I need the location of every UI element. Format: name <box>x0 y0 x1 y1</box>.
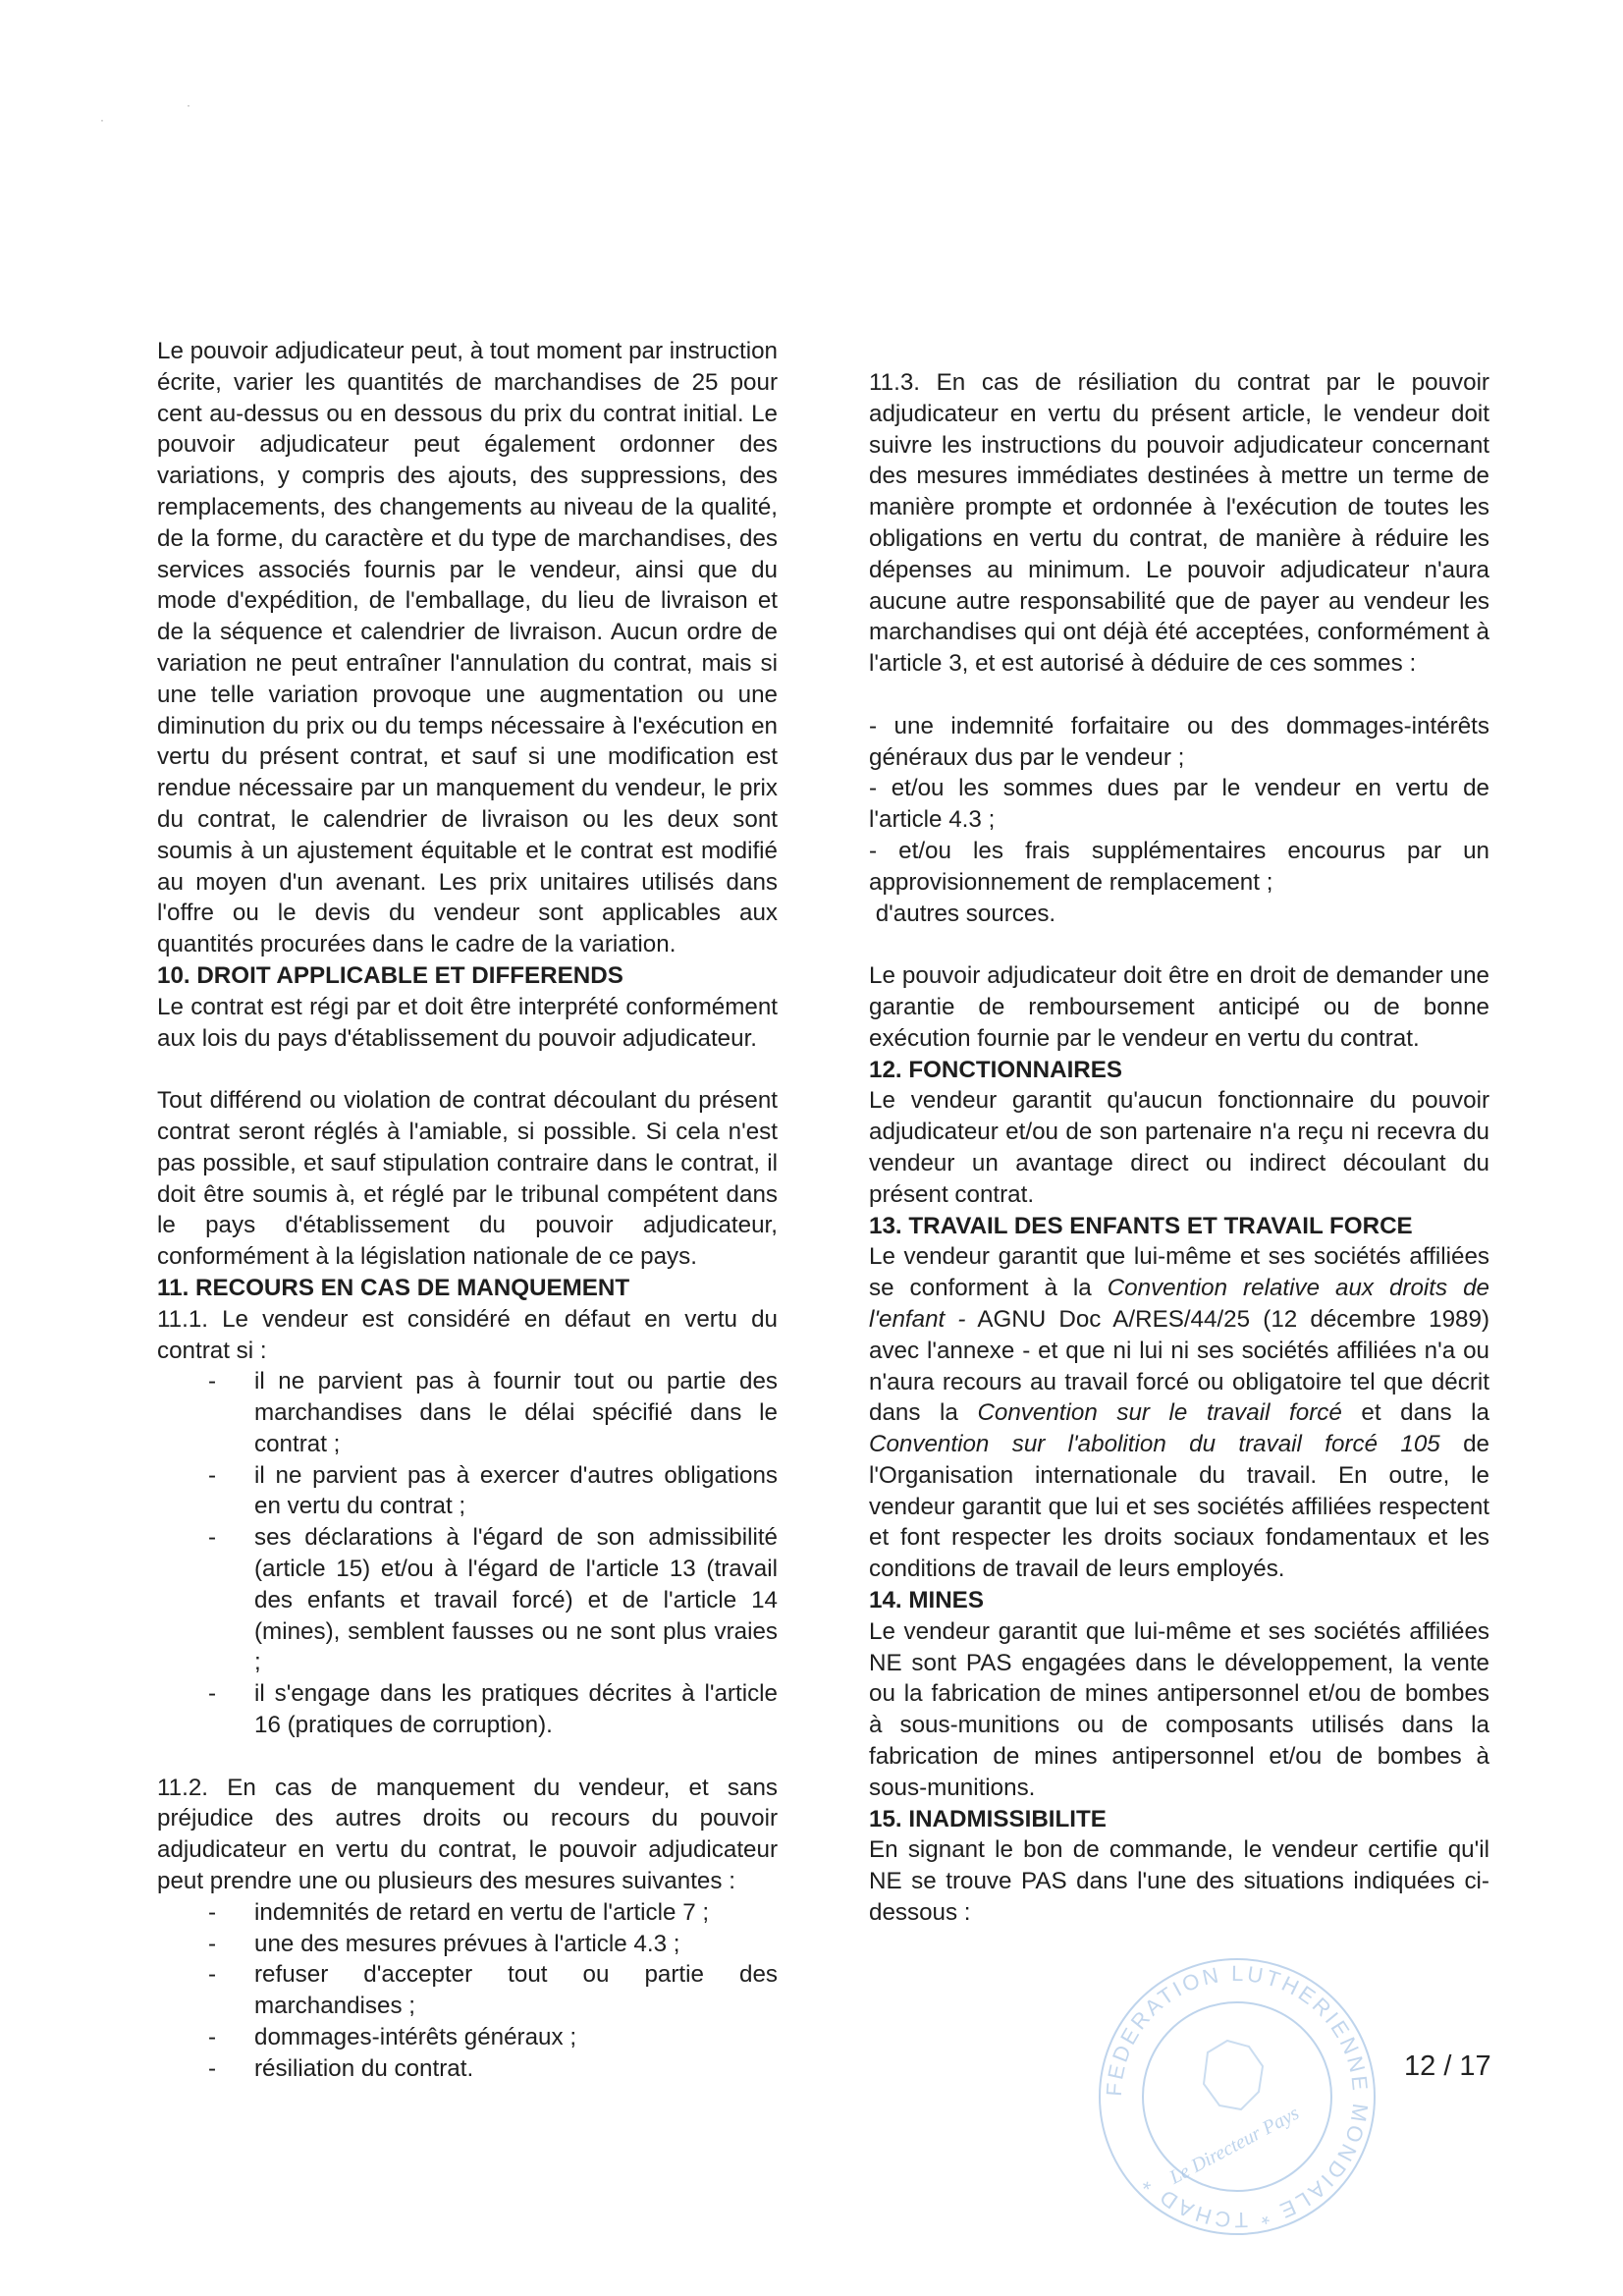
convention-forced-labour: Convention sur le travail forcé <box>977 1399 1342 1427</box>
list-item: - il s'engage dans les pratiques décrites à l'article 16 (pratiques de corruption). <box>157 1678 778 1741</box>
section-14-paragraph: Le vendeur garantit que lui-même et ses sociétés affiliées NE sont PAS engagées dans le développement, la vente ou la fabrication de mines antipersonnel et/ou de bombes à sous-munitions ou de composants utilisés dans la fabrication de mines antipersonnel et/ou de bombes à sous-munitions. <box>869 1617 1489 1801</box>
page-number: 12 / 17 <box>1404 2050 1491 2082</box>
convention-abolition-forced-labour: Convention sur l'abolition du travail forcé 105 <box>869 1431 1440 1458</box>
list-item: - et/ou les sommes dues par le vendeur en vertu de l'article 4.3 ; <box>869 775 1489 834</box>
section-11-1-list <box>157 1366 778 1741</box>
variation-paragraph: Le pouvoir adjudicateur peut, à tout moment par instruction écrite, varier les quantités de marchandises de 25 pour cent au-dessus ou en dessous du prix du contrat initial. Le pouvoir adjudicateur peut également ordonner des variations, y compris des ajouts, des suppressions, des remplacements, des changements au niveau de la qualité, de la forme, du caractère et du type de marchandises, des services associés fournis par le vendeur, ainsi que du mode d'expédition, de l'emballage, du lieu de livraison et de la séquence et calendrier de livraison. Aucun ordre de variation ne peut entraîner l'annulation du contrat, mais si une telle variation provoque une augmentation ou une diminution du prix ou du temps nécessaire à l'exécution en vertu du présent contrat, et sauf si une modification est rendue nécessaire par un manquement du vendeur, le prix du contrat, le calendrier de livraison ou les deux sont soumis à un ajustement équitable et le contrat est modifié au moyen d'un avenant. Les prix unitaires utilisés dans l'offre ou le devis du vendeur sont applicables aux quantités procurées dans le cadre de la variation. <box>157 338 778 958</box>
section-12-heading: 12. FONCTIONNAIRES <box>869 1056 1123 1083</box>
section-11-3-paragraph: 11.3. En cas de résiliation du contrat par le pouvoir adjudicateur en vertu du présent article, le vendeur doit suivre les instructions du pouvoir adjudicateur concernant des mesures immédiates destinées à mettre un terme de manière prompte et ordonnée à l'exécution de toutes les obligations en vertu du contrat, de manière à réduire les dépenses au minimum. Le pouvoir adjudicateur n'aura aucune autre responsabilité que de payer au vendeur les marchandises qui ont déjà été acceptées, conformément à l'article 3, et est autorisé à déduire de ces sommes : <box>869 369 1489 678</box>
guarantee-paragraph: Le pouvoir adjudicateur doit être en droit de demander une garantie de remboursement anticipé ou de bonne exécution fournie par le vendeur en vertu du contrat. <box>869 962 1489 1052</box>
section-10-paragraph-2: Tout différend ou violation de contrat découlant du présent contrat seront réglés à l'amiable, si possible. Si cela n'est pas possible, et sauf stipulation contraire dans le contrat, il doit être soumis à, et réglé par le tribunal compétent dans le pays d'établissement du pouvoir adjudicateur, conformément à la législation nationale de ce pays. <box>157 1087 778 1271</box>
list-item: - résiliation du contrat. <box>157 2053 778 2085</box>
section-13-paragraph <box>869 1241 1489 1585</box>
text-run: Le vendeur garantit que lui-même et ses sociétés affiliées se conforment à la <box>869 1243 1489 1302</box>
list-item: - une des mesures prévues à l'article 4.3 ; <box>157 1929 778 1960</box>
section-15-heading: 15. INADMISSIBILITE <box>869 1805 1107 1832</box>
stamp-signature-text: Le Directeur Pays <box>1165 2102 1303 2189</box>
list-item: - ses déclarations à l'égard de son admissibilité (article 15) et/ou à l'égard de l'article 13 (travail des enfants et travail forcé) et de l'article 14 (mines), semblent fausses ou ne sont plus vraies ; <box>157 1522 778 1678</box>
right-column <box>869 367 1489 1929</box>
convention-rights-child: Convention relative aux droits de l'enfant - <box>869 1275 1489 1333</box>
section-10-paragraph-1: Le contrat est régi par et doit être interprété conformément aux lois du pays d'établissement du pouvoir adjudicateur. <box>157 993 778 1052</box>
section-15-paragraph: En signant le bon de commande, le vendeur certifie qu'il NE se trouve PAS dans l'une des situations indiquées ci-dessous : <box>869 1836 1489 1927</box>
section-10-heading: 10. DROIT APPLICABLE ET DIFFERENDS <box>157 961 623 989</box>
scan-speck: · <box>187 98 190 112</box>
left-column <box>157 336 778 2085</box>
section-11-heading: 11. RECOURS EN CAS DE MANQUEMENT <box>157 1274 630 1301</box>
section-13-heading: 13. TRAVAIL DES ENFANTS ET TRAVAIL FORCE <box>869 1212 1413 1239</box>
text-run: de l'Organisation internationale du travail. En outre, le vendeur garantit que lui et ses sociétés affiliées respectent et font respecter les droits sociaux fondamentaux et les conditions de travail de leurs employés. <box>869 1431 1490 1583</box>
list-item: - dommages-intérêts généraux ; <box>157 2022 778 2053</box>
section-11-1-paragraph: 11.1. Le vendeur est considéré en défaut en vertu du contrat si : <box>157 1305 778 1364</box>
section-14-heading: 14. MINES <box>869 1587 984 1614</box>
list-item: - et/ou les frais supplémentaires encourus par un approvisionnement de remplacement ; <box>869 837 1489 896</box>
list-item: - refuser d'accepter tout ou partie des marchandises ; <box>157 1959 778 2022</box>
scan-speck: · <box>100 113 104 127</box>
list-item: - il ne parvient pas à exercer d'autres obligations en vertu du contrat ; <box>157 1460 778 1523</box>
organization-stamp-icon <box>1090 1949 1384 2244</box>
list-item: d'autres sources. <box>869 900 1056 927</box>
stamp-ring-text: FEDERATION LUTHERIENNE MONDIALE * TCHAD * <box>1101 1960 1374 2233</box>
list-item: - il ne parvient pas à fournir tout ou partie des marchandises dans le délai spécifié dans le contrat ; <box>157 1366 778 1459</box>
text-run: AGNU Doc A/RES/44/25 (12 décembre 1989) avec l'annexe - et que ni lui ni ses sociétés affiliées n'a ou n'aura recours au travail forcé ou obligatoire tel que décrit dans la <box>869 1305 1489 1427</box>
section-11-3-list <box>869 711 1489 930</box>
section-12-paragraph: Le vendeur garantit qu'aucun fonctionnaire du pouvoir adjudicateur et/ou de son partenaire n'a reçu ni recevra du vendeur un avantage direct ou indirect découlant du présent contrat. <box>869 1087 1489 1208</box>
section-11-2-list <box>157 1897 778 2085</box>
list-item: - indemnités de retard en vertu de l'article 7 ; <box>157 1897 778 1929</box>
list-item: - une indemnité forfaitaire ou des dommages-intérêts généraux dus par le vendeur ; <box>869 712 1489 771</box>
section-11-2-paragraph: 11.2. En cas de manquement du vendeur, et sans préjudice des autres droits ou recours du pouvoir adjudicateur en vertu du contrat, le pouvoir adjudicateur peut prendre une ou plusieurs des mesures suivantes : <box>157 1774 778 1895</box>
text-run: et dans la <box>1341 1399 1490 1427</box>
